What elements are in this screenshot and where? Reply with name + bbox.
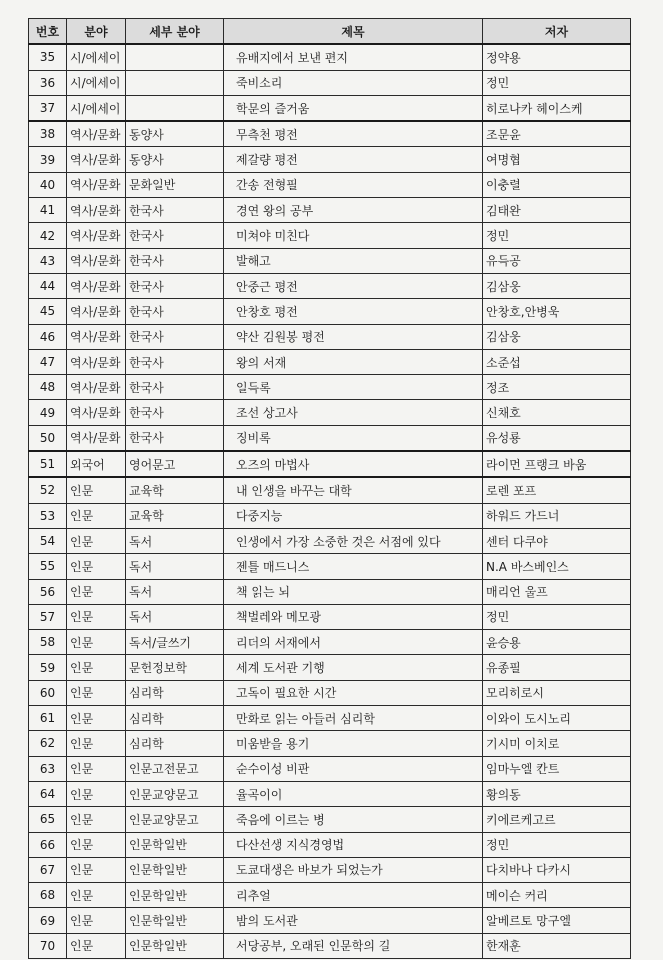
table-row [29,400,631,425]
table-body [29,44,631,958]
row-num: 54 [29,528,67,553]
row-subcategory: 교육학 [126,477,224,503]
row-category: 인문 [67,579,126,604]
row-subcategory: 한국사 [126,349,224,374]
row-author: 로렌 포프 [483,477,631,503]
row-category: 역사/문화 [67,299,126,324]
row-author: 윤승용 [483,630,631,655]
table-row [29,655,631,680]
row-category: 역사/문화 [67,147,126,172]
row-category: 인문 [67,908,126,933]
table-row [29,528,631,553]
row-title: 내 인생을 바꾸는 대학 [224,477,483,503]
row-num: 68 [29,883,67,908]
row-category: 역사/문화 [67,425,126,451]
row-subcategory: 인문교양문고 [126,781,224,806]
row-num: 55 [29,554,67,579]
row-title: 책벌레와 메모광 [224,604,483,629]
row-title: 유배지에서 보낸 편지 [224,44,483,70]
row-num: 52 [29,477,67,503]
row-author: 유성룡 [483,425,631,451]
row-author: 임마누엘 칸트 [483,756,631,781]
table-row [29,554,631,579]
row-title: 간송 전형필 [224,172,483,197]
row-category: 역사/문화 [67,223,126,248]
row-subcategory: 독서/글쓰기 [126,630,224,655]
row-subcategory: 독서 [126,528,224,553]
table-row [29,832,631,857]
table-row [29,807,631,832]
row-num: 41 [29,198,67,223]
row-num: 50 [29,425,67,451]
table-row [29,731,631,756]
row-author: 정민 [483,832,631,857]
table-row [29,70,631,95]
row-author: 기시미 이치로 [483,731,631,756]
row-num: 62 [29,731,67,756]
row-category: 인문 [67,503,126,528]
row-subcategory [126,44,224,70]
book-list-sheet [28,18,631,959]
row-category: 인문 [67,706,126,731]
row-category: 인문 [67,528,126,553]
row-author: 정조 [483,375,631,400]
row-author: 유득공 [483,248,631,273]
row-num: 66 [29,832,67,857]
table-row [29,933,631,958]
row-title: 제갈량 평전 [224,147,483,172]
row-category: 시/에세이 [67,44,126,70]
row-title: 리추얼 [224,883,483,908]
row-num: 40 [29,172,67,197]
row-category: 인문 [67,807,126,832]
row-num: 53 [29,503,67,528]
row-num: 38 [29,121,67,147]
row-num: 60 [29,680,67,705]
row-subcategory: 한국사 [126,198,224,223]
row-title: 징비록 [224,425,483,451]
table-row [29,273,631,298]
row-author: 정민 [483,223,631,248]
row-category: 역사/문화 [67,198,126,223]
row-subcategory: 한국사 [126,425,224,451]
table-row [29,579,631,604]
row-title: 고독이 필요한 시간 [224,680,483,705]
row-category: 시/에세이 [67,70,126,95]
row-author: N.A 바스베인스 [483,554,631,579]
row-num: 51 [29,451,67,477]
row-num: 58 [29,630,67,655]
row-title: 세계 도서관 기행 [224,655,483,680]
table-row [29,477,631,503]
table-row [29,349,631,374]
row-title: 서당공부, 오래된 인문학의 길 [224,933,483,958]
row-author: 김태완 [483,198,631,223]
row-category: 인문 [67,857,126,882]
row-num: 56 [29,579,67,604]
row-subcategory [126,70,224,95]
table-row [29,375,631,400]
row-author: 센터 다쿠야 [483,528,631,553]
table-row [29,756,631,781]
row-title: 다산선생 지식경영법 [224,832,483,857]
table-row [29,172,631,197]
table-row [29,248,631,273]
row-subcategory: 인문학일반 [126,832,224,857]
row-author: 신채호 [483,400,631,425]
table-row [29,95,631,121]
table-row [29,857,631,882]
table-header-row [29,19,631,45]
table-row [29,324,631,349]
row-subcategory: 한국사 [126,248,224,273]
row-title: 죽비소리 [224,70,483,95]
row-author: 하워드 가드너 [483,503,631,528]
row-category: 인문 [67,604,126,629]
row-author: 알베르토 망구엘 [483,908,631,933]
row-title: 조선 상고사 [224,400,483,425]
row-num: 57 [29,604,67,629]
header-subcategory: 세부 분야 [126,19,224,45]
row-author: 메이슨 커리 [483,883,631,908]
row-category: 인문 [67,477,126,503]
row-subcategory: 교육학 [126,503,224,528]
row-subcategory: 인문고전문고 [126,756,224,781]
row-subcategory: 독서 [126,579,224,604]
row-category: 인문 [67,731,126,756]
row-author: 황의동 [483,781,631,806]
row-title: 학문의 즐거움 [224,95,483,121]
row-subcategory: 인문교양문고 [126,807,224,832]
row-num: 63 [29,756,67,781]
table-row [29,604,631,629]
row-num: 47 [29,349,67,374]
row-author: 라이먼 프랭크 바움 [483,451,631,477]
row-subcategory: 동양사 [126,147,224,172]
header-title: 제목 [224,19,483,45]
row-title: 인생에서 가장 소중한 것은 서점에 있다 [224,528,483,553]
row-title: 미쳐야 미친다 [224,223,483,248]
row-title: 발해고 [224,248,483,273]
row-category: 인문 [67,554,126,579]
row-category: 인문 [67,680,126,705]
row-num: 45 [29,299,67,324]
row-title: 경연 왕의 공부 [224,198,483,223]
row-subcategory: 한국사 [126,299,224,324]
row-num: 67 [29,857,67,882]
row-author: 정민 [483,604,631,629]
table-row [29,198,631,223]
row-subcategory: 인문학일반 [126,883,224,908]
row-subcategory: 문헌정보학 [126,655,224,680]
row-subcategory: 심리학 [126,731,224,756]
row-category: 역사/문화 [67,349,126,374]
row-subcategory: 심리학 [126,680,224,705]
row-title: 만화로 읽는 아들러 심리학 [224,706,483,731]
row-title: 죽음에 이르는 병 [224,807,483,832]
row-author: 여명협 [483,147,631,172]
row-author: 김삼웅 [483,273,631,298]
table-row [29,425,631,451]
table-row [29,44,631,70]
row-num: 61 [29,706,67,731]
row-title: 오즈의 마법사 [224,451,483,477]
row-subcategory: 한국사 [126,273,224,298]
row-num: 64 [29,781,67,806]
row-num: 70 [29,933,67,958]
row-title: 안창호 평전 [224,299,483,324]
table-row [29,680,631,705]
row-num: 42 [29,223,67,248]
row-author: 유종필 [483,655,631,680]
row-title: 젠틀 매드니스 [224,554,483,579]
row-subcategory: 심리학 [126,706,224,731]
row-num: 65 [29,807,67,832]
row-category: 인문 [67,756,126,781]
row-category: 인문 [67,832,126,857]
row-title: 율곡이이 [224,781,483,806]
row-category: 역사/문화 [67,324,126,349]
row-category: 인문 [67,933,126,958]
row-title: 리더의 서재에서 [224,630,483,655]
row-subcategory: 한국사 [126,400,224,425]
row-author: 키에르케고르 [483,807,631,832]
row-title: 일득록 [224,375,483,400]
row-num: 35 [29,44,67,70]
row-author: 김삼웅 [483,324,631,349]
row-category: 인문 [67,655,126,680]
row-num: 49 [29,400,67,425]
row-author: 정약용 [483,44,631,70]
row-author: 이충렬 [483,172,631,197]
row-title: 왕의 서재 [224,349,483,374]
row-author: 히로나카 헤이스케 [483,95,631,121]
row-num: 37 [29,95,67,121]
row-category: 인문 [67,781,126,806]
row-title: 미움받을 용기 [224,731,483,756]
row-subcategory: 영어문고 [126,451,224,477]
table-row [29,121,631,147]
row-subcategory: 한국사 [126,324,224,349]
row-author: 정민 [483,70,631,95]
book-list-table [28,18,631,959]
row-author: 다치바나 다카시 [483,857,631,882]
row-title: 다중지능 [224,503,483,528]
row-num: 59 [29,655,67,680]
row-category: 역사/문화 [67,273,126,298]
header-num: 번호 [29,19,67,45]
row-subcategory: 독서 [126,554,224,579]
row-subcategory: 한국사 [126,375,224,400]
row-title: 무측천 평전 [224,121,483,147]
row-author: 조문윤 [483,121,631,147]
row-subcategory [126,95,224,121]
row-title: 약산 김원봉 평전 [224,324,483,349]
row-subcategory: 문화일반 [126,172,224,197]
table-row [29,223,631,248]
row-category: 시/에세이 [67,95,126,121]
row-subcategory: 인문학일반 [126,933,224,958]
row-category: 역사/문화 [67,172,126,197]
table-row [29,630,631,655]
row-author: 소준섭 [483,349,631,374]
row-author: 모리히로시 [483,680,631,705]
row-author: 한재훈 [483,933,631,958]
row-category: 역사/문화 [67,400,126,425]
row-title: 순수이성 비판 [224,756,483,781]
row-num: 46 [29,324,67,349]
row-category: 인문 [67,883,126,908]
row-num: 39 [29,147,67,172]
row-author: 안창호,안병욱 [483,299,631,324]
table-row [29,883,631,908]
row-title: 도쿄대생은 바보가 되었는가 [224,857,483,882]
row-author: 매리언 울프 [483,579,631,604]
header-category: 분야 [67,19,126,45]
row-title: 책 읽는 뇌 [224,579,483,604]
table-row [29,299,631,324]
row-num: 43 [29,248,67,273]
table-row [29,781,631,806]
row-category: 외국어 [67,451,126,477]
row-subcategory: 독서 [126,604,224,629]
row-category: 역사/문화 [67,121,126,147]
row-subcategory: 인문학일반 [126,908,224,933]
row-subcategory: 한국사 [126,223,224,248]
table-row [29,503,631,528]
row-num: 69 [29,908,67,933]
table-row [29,908,631,933]
row-subcategory: 동양사 [126,121,224,147]
row-category: 역사/문화 [67,248,126,273]
row-subcategory: 인문학일반 [126,857,224,882]
row-title: 안중근 평전 [224,273,483,298]
header-author: 저자 [483,19,631,45]
row-num: 44 [29,273,67,298]
table-row [29,451,631,477]
row-author: 이와이 도시노리 [483,706,631,731]
table-row [29,706,631,731]
row-title: 밤의 도서관 [224,908,483,933]
row-category: 인문 [67,630,126,655]
table-row [29,147,631,172]
row-num: 36 [29,70,67,95]
row-category: 역사/문화 [67,375,126,400]
row-num: 48 [29,375,67,400]
